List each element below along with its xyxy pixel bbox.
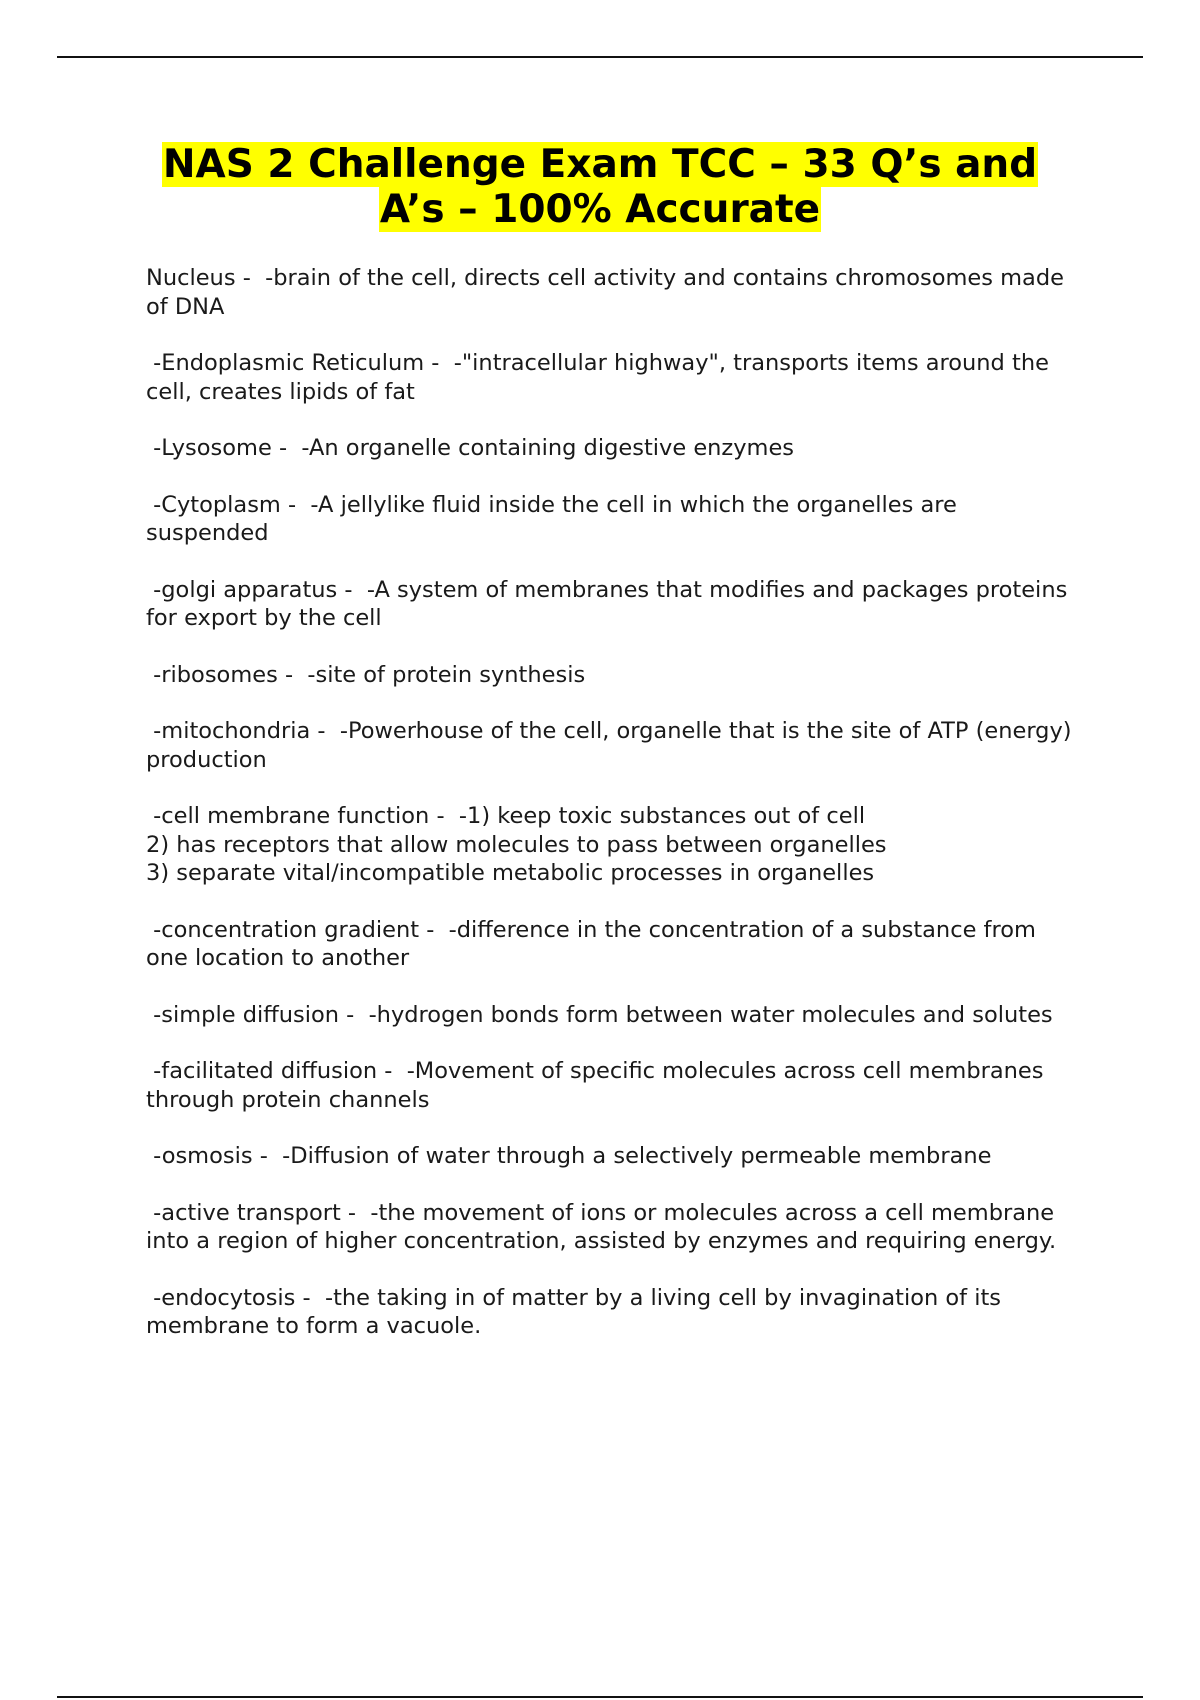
qa-list bbox=[146, 264, 1079, 1369]
qa-entry-lysosome: -Lysosome - -An organelle containing digestive enzymes bbox=[146, 435, 795, 461]
document-title-line-1: NAS 2 Challenge Exam TCC – 33 Q’s and bbox=[162, 142, 1038, 187]
qa-entry-golgi-apparatus: -golgi apparatus - -A system of membranes that modifies and packages proteins for export by the cell bbox=[146, 576, 1075, 631]
qa-entry-ribosomes: -ribosomes - -site of protein synthesis bbox=[146, 661, 586, 688]
qa-entry-endocytosis: -endocytosis - -the taking in of matter by a living cell by invagination of its membrane to form a vacuole. bbox=[146, 1284, 1009, 1339]
document-title bbox=[60, 142, 1140, 232]
qa-entry-cell-membrane-function: -cell membrane function - -1) keep toxic substances out of cell 2) has receptors that allow molecules to pass between organelles 3) separate vital/incompatible metabolic processes in organelles bbox=[146, 803, 887, 886]
qa-entry-concentration-gradient: -concentration gradient - -difference in the concentration of a substance from one location to another bbox=[146, 916, 1044, 971]
qa-entry-facilitated-diffusion: -facilitated diffusion - -Movement of specific molecules across cell membranes through protein channels bbox=[146, 1058, 1051, 1113]
header-rule bbox=[57, 56, 1143, 58]
qa-entry-cytoplasm: -Cytoplasm - -A jellylike fluid inside the cell in which the organelles are suspended bbox=[146, 491, 965, 546]
qa-entry-endoplasmic-reticulum: -Endoplasmic Reticulum - -"intracellular highway", transports items around the cell, creates lipids of fat bbox=[146, 350, 1057, 405]
document-title-line-2: A’s – 100% Accurate bbox=[379, 187, 821, 232]
qa-entry-nucleus: Nucleus - -brain of the cell, directs cell activity and contains chromosomes made of DNA bbox=[146, 265, 1072, 320]
footer-rule bbox=[57, 1696, 1143, 1698]
qa-entry-active-transport: -active transport - -the movement of ions or molecules across a cell membrane into a region of higher concentration, assisted by enzymes and requiring energy. bbox=[146, 1199, 1062, 1254]
qa-entry-osmosis: -osmosis - -Diffusion of water through a selectively permeable membrane bbox=[146, 1143, 992, 1169]
qa-entry-mitochondria: -mitochondria - -Powerhouse of the cell, organelle that is the site of ATP (energy) production bbox=[146, 718, 1079, 773]
qa-entry-simple-diffusion: -simple diffusion - -hydrogen bonds form between water molecules and solutes bbox=[146, 1001, 1053, 1028]
